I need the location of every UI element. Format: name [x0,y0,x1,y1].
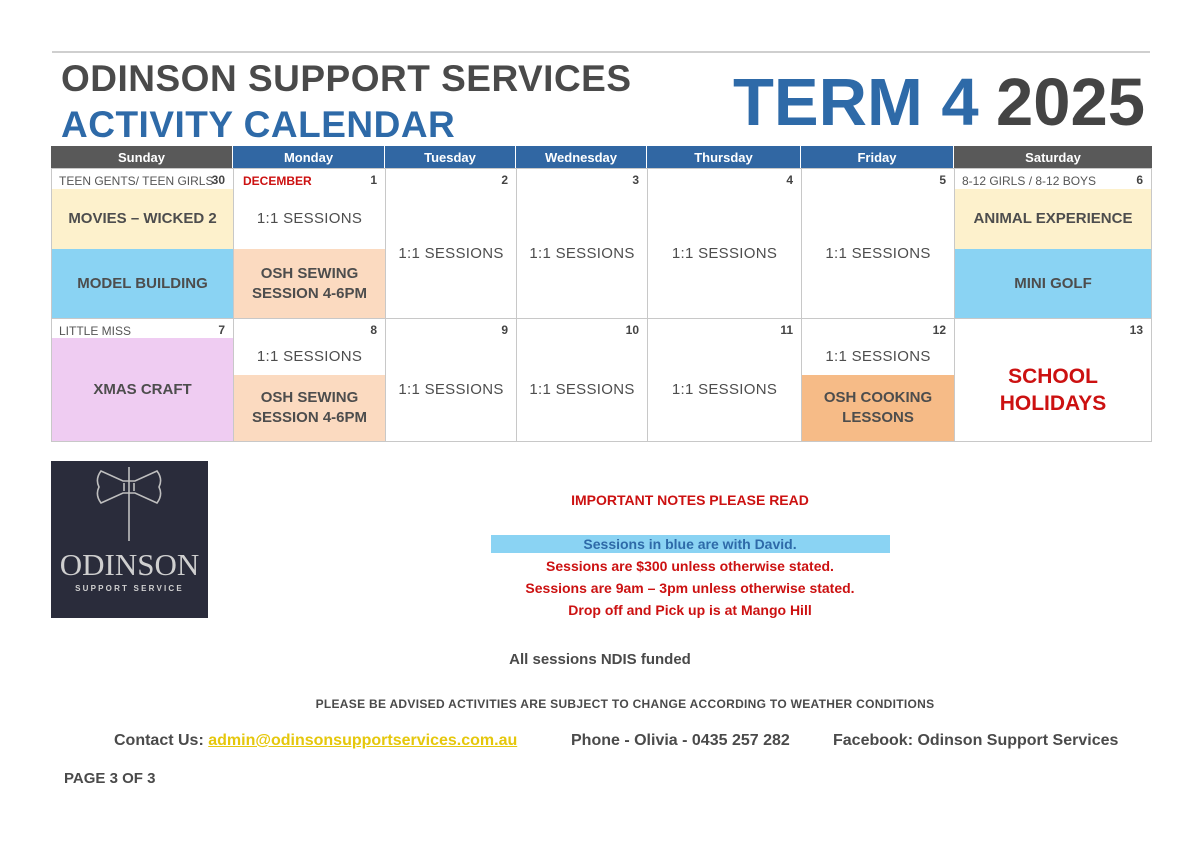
activity-block [234,375,385,441]
logo-tagline: SUPPORT SERVICE [75,584,184,593]
activity-block: XMAS CRAFT [52,338,233,441]
date-number: 6 [1136,173,1143,187]
term-label: TERM 4 [733,65,979,140]
date-number: 30 [211,173,225,187]
date-number: 4 [786,173,793,187]
calendar-subtitle: ACTIVITY CALENDAR [61,104,456,145]
ndis-note: All sessions NDIS funded [509,651,691,668]
holiday-line: SCHOOL [1008,364,1098,388]
date-number: 12 [932,323,946,337]
activity-block: MODEL BUILDING [52,249,233,318]
day-cell-fri-12 [801,318,955,442]
holiday-line: HOLIDAYS [999,391,1107,415]
notes-title: IMPORTANT NOTES PLEASE READ [571,492,809,508]
day-cell-mon-8 [233,318,386,442]
date-number: 5 [939,173,946,187]
date-number: 11 [780,323,793,337]
activity-block: 1:1 SESSIONS [256,347,363,365]
activity-block [802,375,954,441]
day-header-sunday: Sunday [51,146,233,168]
activity-line: SESSION 4-6PM [251,284,368,302]
contact-phone: Phone - Olivia - 0435 257 282 [571,732,790,749]
group-label: LITTLE MISS [59,324,132,338]
page-number: PAGE 3 OF 3 [64,770,156,787]
activity-line: OSH SEWING [260,389,359,406]
date-number: 10 [625,323,639,337]
day-cell-wed-10 [516,318,648,442]
top-divider [52,51,1150,53]
group-label: 8-12 GIRLS / 8-12 BOYS [962,174,1097,188]
activity-block [234,249,385,318]
day-cell-wed-3 [516,168,648,319]
contact-label: Contact Us: [114,732,204,749]
day-header-wednesday: Wednesday [516,146,647,168]
logo-wordmark: ODINSON [59,547,200,582]
org-name: ODINSON SUPPORT SERVICES [61,58,632,99]
day-header-tuesday: Tuesday [385,146,516,168]
activity-line: OSH SEWING [260,264,359,282]
activity-block: 1:1 SESSIONS [825,347,931,365]
hours-note: Sessions are 9am – 3pm unless otherwise stated. [525,580,855,596]
date-number: 9 [501,323,508,337]
price-note: Sessions are $300 unless otherwise stated. [546,558,834,574]
activity-block: 1:1 SESSIONS [529,380,635,398]
day-cell-sat-6 [954,168,1152,319]
date-number: 13 [1129,323,1143,337]
day-cell-sun-30 [51,168,234,319]
dropoff-note: Drop off and Pick up is at Mango Hill [568,602,812,618]
day-cell-fri-5 [801,168,955,319]
david-note: Sessions in blue are with David. [583,536,797,552]
activity-line: OSH COOKING [823,389,933,406]
date-number: 7 [218,323,225,337]
activity-block: 1:1 SESSIONS [398,244,504,262]
date-number: 2 [501,173,508,187]
activity-calendar [51,146,1152,442]
activity-block: 1:1 SESSIONS [398,380,504,398]
day-cell-thu-4 [647,168,802,319]
day-header-thursday: Thursday [647,146,801,168]
date-number: 3 [632,173,639,187]
day-cell-mon-1 [233,168,386,319]
activity-block: MINI GOLF [955,249,1151,318]
day-header-monday: Monday [233,146,385,168]
year-label: 2025 [996,65,1146,140]
day-header-saturday: Saturday [954,146,1152,168]
axe-icon [51,461,208,618]
contact-email-link[interactable]: admin@odinsonsupportservices.com.au [208,732,518,749]
activity-line: LESSONS [842,409,914,426]
date-number: 8 [370,323,377,337]
group-label: TEEN GENTS/ TEEN GIRLS [59,174,214,188]
activity-block: 1:1 SESSIONS [671,244,778,262]
weather-advice: PLEASE BE ADVISED ACTIVITIES ARE SUBJECT TO CHANGE ACCORDING TO WEATHER CONDITIONS [315,697,935,711]
odinson-logo [51,461,208,618]
day-header-friday: Friday [801,146,954,168]
activity-block: 1:1 SESSIONS [825,244,931,262]
activity-block: ANIMAL EXPERIENCE [955,189,1151,249]
day-cell-thu-11 [647,318,802,442]
activity-block: 1:1 SESSIONS [256,210,363,227]
activity-block: 1:1 SESSIONS [671,380,778,398]
day-cell-sat-13 [954,318,1152,442]
activity-block: MOVIES – WICKED 2 [52,189,233,249]
contact-line [114,732,517,750]
day-cell-tue-2 [385,168,517,319]
activity-line: SESSION 4-6PM [251,409,368,426]
contact-facebook: Facebook: Odinson Support Services [833,732,1119,749]
date-number: 1 [370,173,377,187]
month-label: DECEMBER [243,174,312,188]
day-cell-tue-9 [385,318,517,442]
school-holidays-label [955,338,1151,441]
activity-block: 1:1 SESSIONS [529,244,635,262]
day-cell-sun-7 [51,318,234,442]
